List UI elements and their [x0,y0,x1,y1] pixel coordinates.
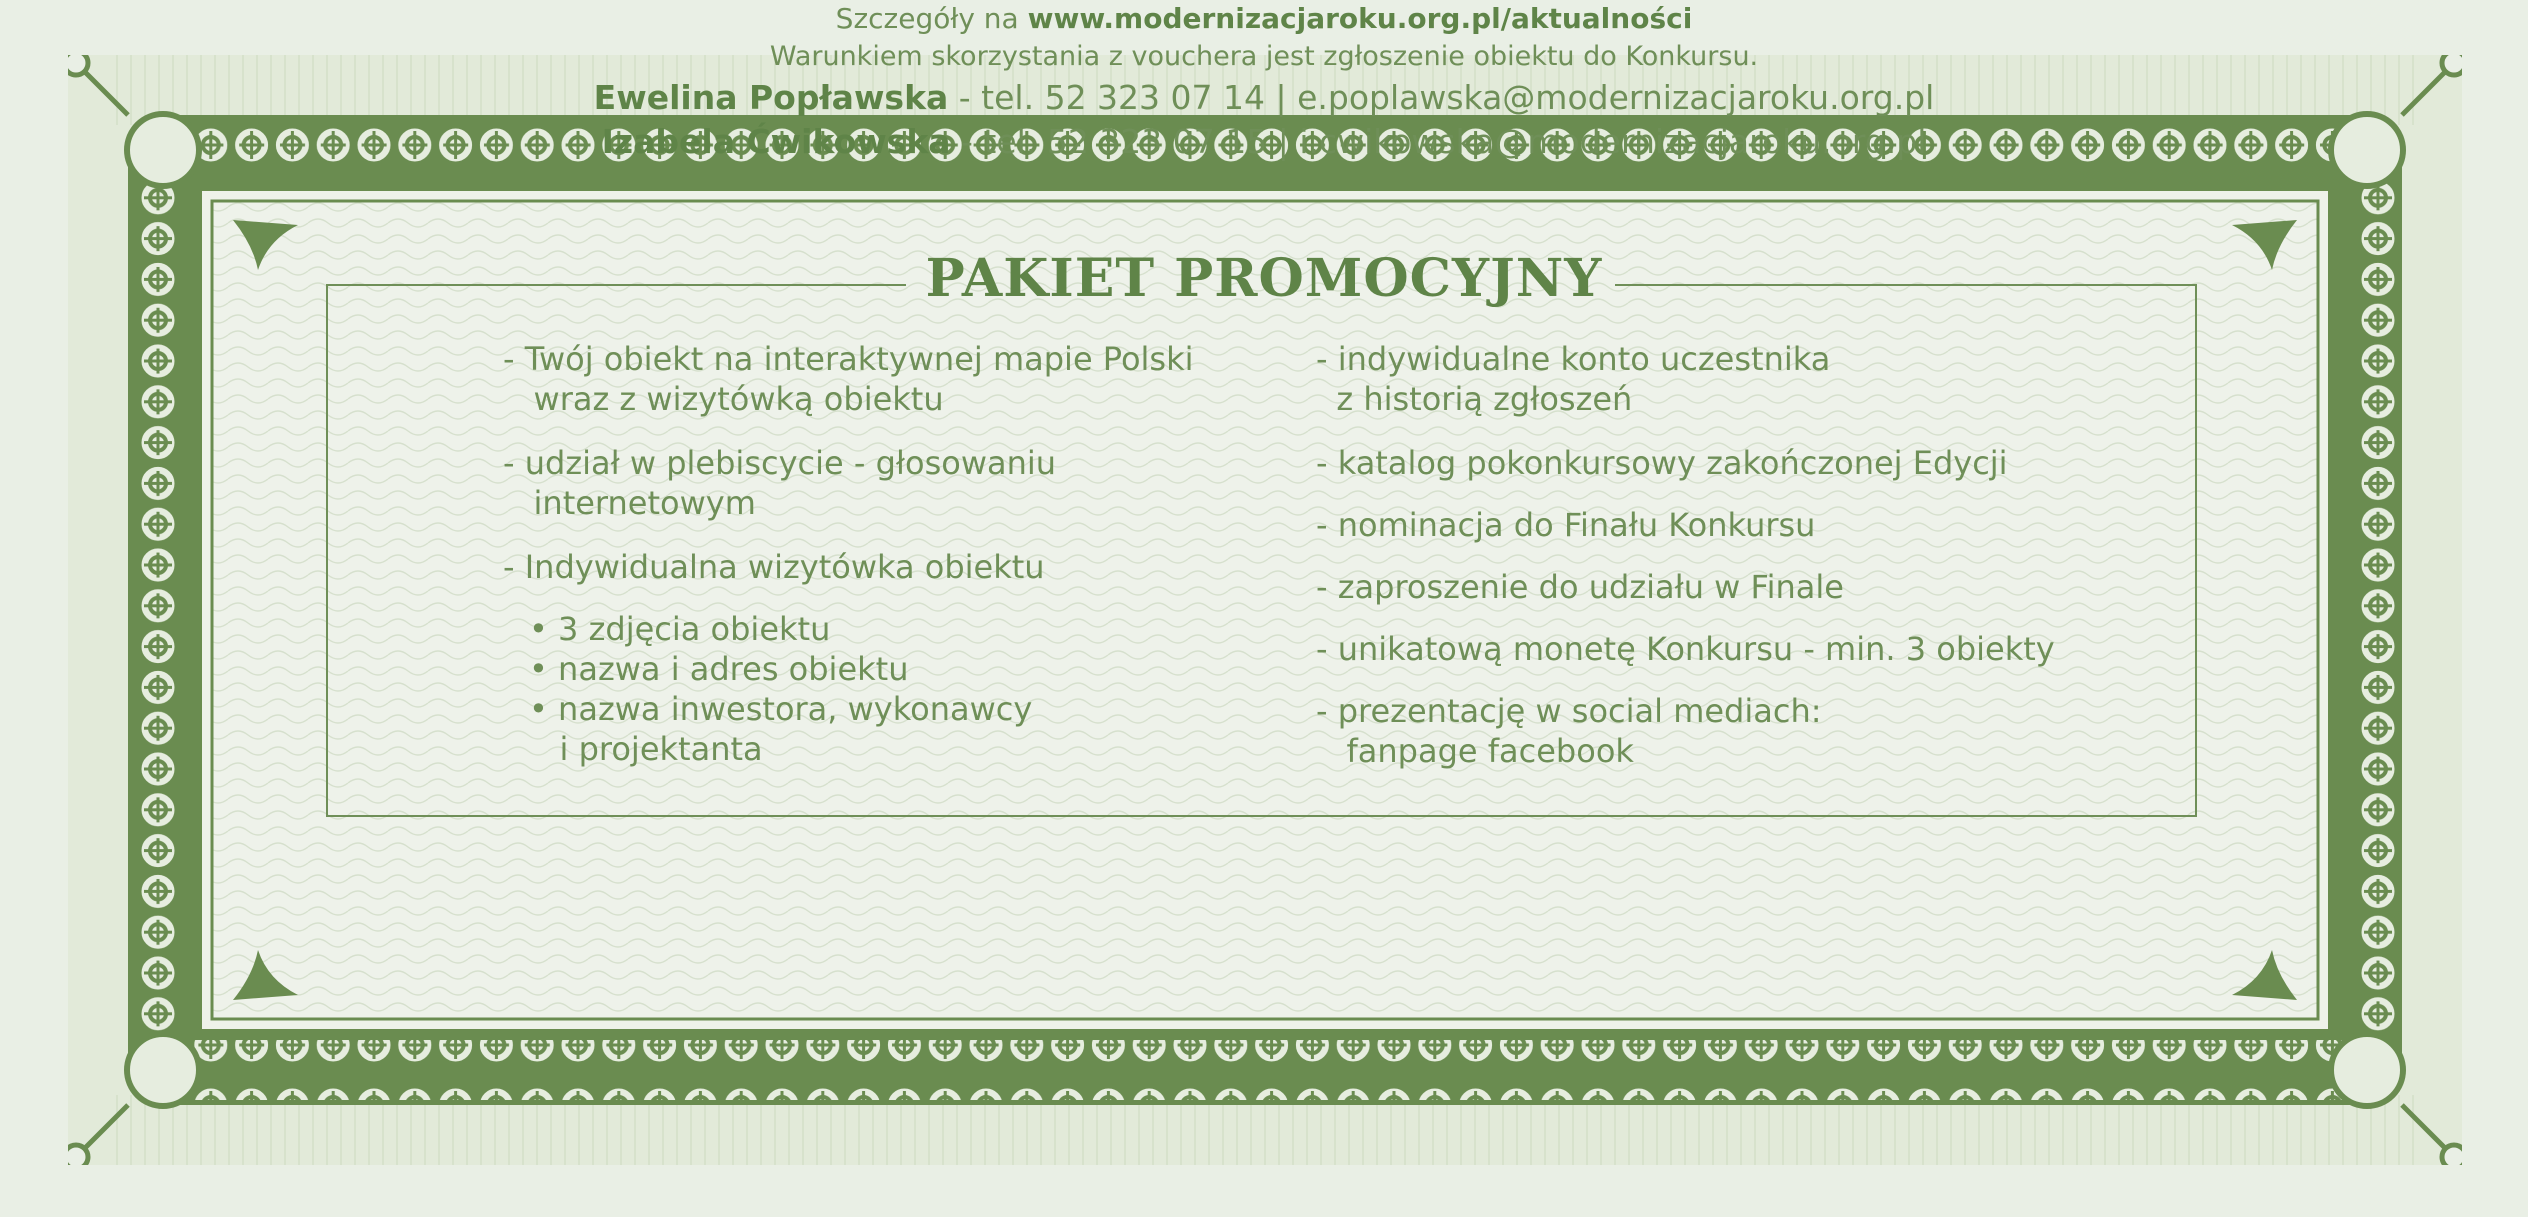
details-line [0,0,2528,38]
contact-line [0,76,2528,120]
list-item: - nominacja do Finału Konkursu [1316,506,1816,544]
details-prefix: Szczegóły na [835,2,1028,35]
list-item: - udział w plebiscycie - głosowaniu [503,444,1057,482]
contact-name: Ewelina Popławska [593,78,949,117]
list-item: - Twój obiekt na interaktywnej mapie Polski [503,340,1194,378]
list-item: - unikatową monetę Konkursu - min. 3 obiekty [1316,630,2055,668]
bullet-item-continuation: i projektanta [529,730,763,768]
bullet-item: • 3 zdjęcia obiektu [529,610,831,648]
list-item-continuation: internetowym [503,484,756,522]
list-item-continuation: fanpage facebook [1316,732,1634,770]
contact-line [0,120,2528,164]
contact-name: Izabela Ćwikowska [601,122,951,161]
guilloche-border [68,55,2462,1165]
bullet-item: • nazwa i adres obiektu [529,650,909,688]
left-benefits-list [503,339,1194,769]
voucher-footer [0,0,2528,164]
list-item: - zaproszenie do udziału w Finale [1316,568,1844,606]
right-benefits-list [1316,339,2055,771]
list-item: - katalog pokonkursowy zakończonej Edycji [1316,444,2008,482]
voucher-background [68,55,2462,1165]
list-item-continuation: z historią zgłoszeń [1316,380,1633,418]
details-link[interactable]: www.modernizacjaroku.org.pl/aktualności [1027,2,1693,35]
list-item: - prezentację w social mediach: [1316,692,1822,730]
contact-info[interactable]: - tel. 52 323 07 14 | e.poplawska@modernizacjaroku.org.pl [948,78,1935,117]
condition-line: Warunkiem skorzystania z vouchera jest zgłoszenie obiektu do Konkursu. [769,41,1759,72]
contact-info[interactable]: - tel. 52 323 07 15 | i.cwikowska@modernizacjaroku.org.pl [950,122,1927,161]
list-item: - indywidualne konto uczestnika [1316,340,1831,378]
voucher-title: PAKIET PROMOCYJNY [925,248,1603,309]
list-item: - Indywidualna wizytówka obiektu [503,548,1045,586]
list-item-continuation: wraz z wizytówką obiektu [503,380,944,418]
bullet-item: • nazwa inwestora, wykonawcy [529,690,1033,728]
